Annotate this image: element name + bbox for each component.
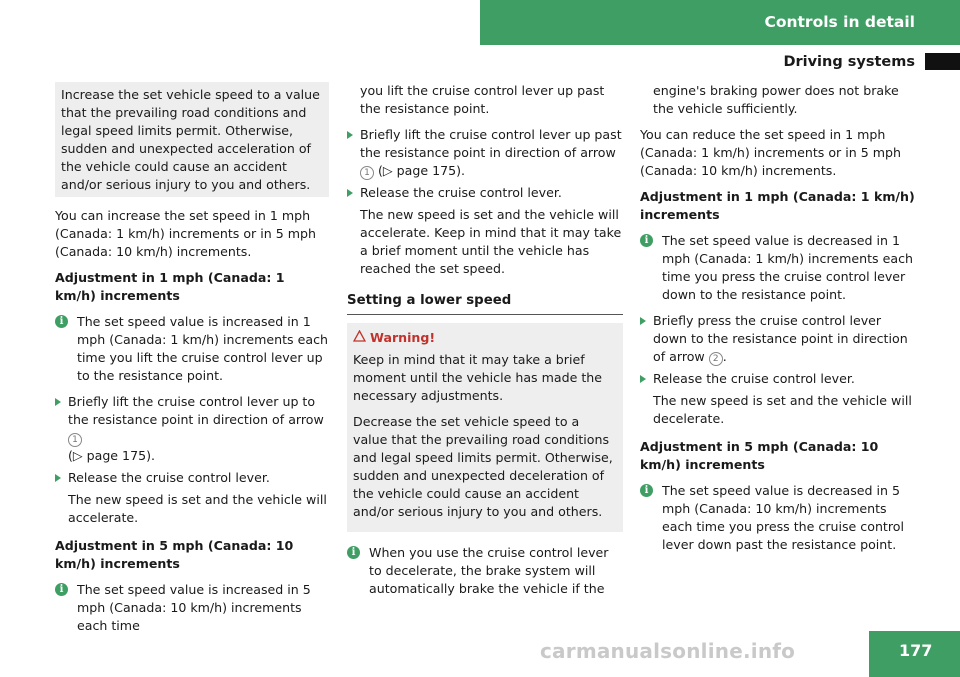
section-heading: Setting a lower speed: [347, 292, 623, 315]
step-result: The new speed is set and the vehicle will accelerate.: [68, 492, 327, 525]
heading-1mph-increase: Adjustment in 1 mph (Canada: 1 km/h) increments: [55, 270, 285, 303]
instruction-step: Release the cruise control lever.: [55, 469, 329, 487]
step-arrow-icon: [55, 398, 61, 406]
section-tab-marker: [925, 53, 960, 70]
increase-intro: You can increase the set speed in 1 mph (Canada: 1 km/h) increments or in 5 mph (Canada: 10 km/h) increments.: [55, 208, 316, 259]
step-arrow-icon: [640, 317, 646, 325]
info-icon: i: [347, 546, 360, 559]
info-note: i The set speed value is increased in 1 mph (Canada: 1 km/h) increments each time you lift the cruise control lever up to the resistance point.: [55, 313, 329, 385]
warning-title: Warning!: [353, 329, 617, 347]
info-icon: i: [55, 315, 68, 328]
warning-box: [347, 323, 623, 532]
info-note: i The set speed value is increased in 5 mph (Canada: 10 km/h) increments each time: [55, 581, 329, 635]
info-note: i The set speed value is decreased in 1 mph (Canada: 1 km/h) increments each time you press the cruise control lever down to the resistance point.: [640, 232, 916, 304]
subsection-title: Driving systems: [783, 54, 915, 70]
acceleration-warning-note: Increase the set vehicle speed to a value that the prevailing road conditions and legal speed limits permit. Otherwise, sudden and unexpected acceleration of the vehicle could cause an accident and/or serious injury to you and others.: [55, 82, 329, 197]
watermark: carmanualsonline.info: [540, 639, 796, 663]
arrow-number-badge: 1: [68, 433, 82, 447]
warning-triangle-icon: [353, 329, 366, 347]
step-arrow-icon: [347, 189, 353, 197]
step-arrow-icon: [55, 474, 61, 482]
column-2: [347, 82, 623, 606]
column-1: [55, 82, 329, 643]
heading-1mph-decrease: Adjustment in 1 mph (Canada: 1 km/h) increments: [640, 189, 915, 222]
page-reference: (▷ page 175).: [68, 448, 156, 463]
warning-text: Decrease the set vehicle speed to a value that the prevailing road conditions and legal speed limits permit. Otherwise, sudden and unexpected deceleration of the vehicle could cause an accident and/or serious injury to you and others.: [353, 414, 613, 519]
instruction-step: Release the cruise control lever.: [640, 370, 916, 388]
info-note: i When you use the cruise control lever to decelerate, the brake system will automatically brake the vehicle if the: [347, 544, 623, 598]
instruction-step: Release the cruise control lever.: [347, 184, 623, 202]
column-3: [640, 82, 916, 562]
decrease-intro: You can reduce the set speed in 1 mph (Canada: 1 km/h) increments or in 5 mph (Canada: 10 km/h) increments.: [640, 127, 901, 178]
warning-text: Keep in mind that it may take a brief moment until the vehicle has made the necessary adjustments.: [353, 352, 603, 403]
continued-text: engine's braking power does not brake the vehicle sufficiently.: [653, 83, 899, 116]
info-icon: i: [55, 583, 68, 596]
info-icon: i: [640, 484, 653, 497]
arrow-number-badge: 2: [709, 352, 723, 366]
arrow-number-badge: 1: [360, 166, 374, 180]
section-title: Controls in detail: [764, 13, 915, 31]
heading-5mph-decrease: Adjustment in 5 mph (Canada: 10 km/h) increments: [640, 439, 879, 472]
step-arrow-icon: [640, 375, 646, 383]
instruction-step: Briefly lift the cruise control lever up to the resistance point in direction of arrow 1 (▷ page 175).: [55, 393, 329, 465]
step-arrow-icon: [347, 131, 353, 139]
step-result: The new speed is set and the vehicle will accelerate. Keep in mind that it may take a brief moment until the vehicle has reached the set speed.: [360, 207, 622, 276]
header-bar: [480, 0, 960, 45]
page-number: 177: [869, 631, 960, 677]
info-note: i The set speed value is decreased in 5 mph (Canada: 10 km/h) increments each time you press the cruise control lever down past the resistance point.: [640, 482, 916, 554]
info-icon: i: [640, 234, 653, 247]
instruction-step: Briefly lift the cruise control lever up past the resistance point in direction of arrow 1 (▷ page 175).: [347, 126, 623, 180]
continued-text: you lift the cruise control lever up past the resistance point.: [360, 83, 605, 116]
step-result: The new speed is set and the vehicle will decelerate.: [653, 393, 912, 426]
instruction-step: Briefly press the cruise control lever down to the resistance point in direction of arrow 2 .: [640, 312, 916, 366]
page-reference: (▷ page 175).: [378, 163, 466, 178]
heading-5mph-increase: Adjustment in 5 mph (Canada: 10 km/h) increments: [55, 538, 294, 571]
